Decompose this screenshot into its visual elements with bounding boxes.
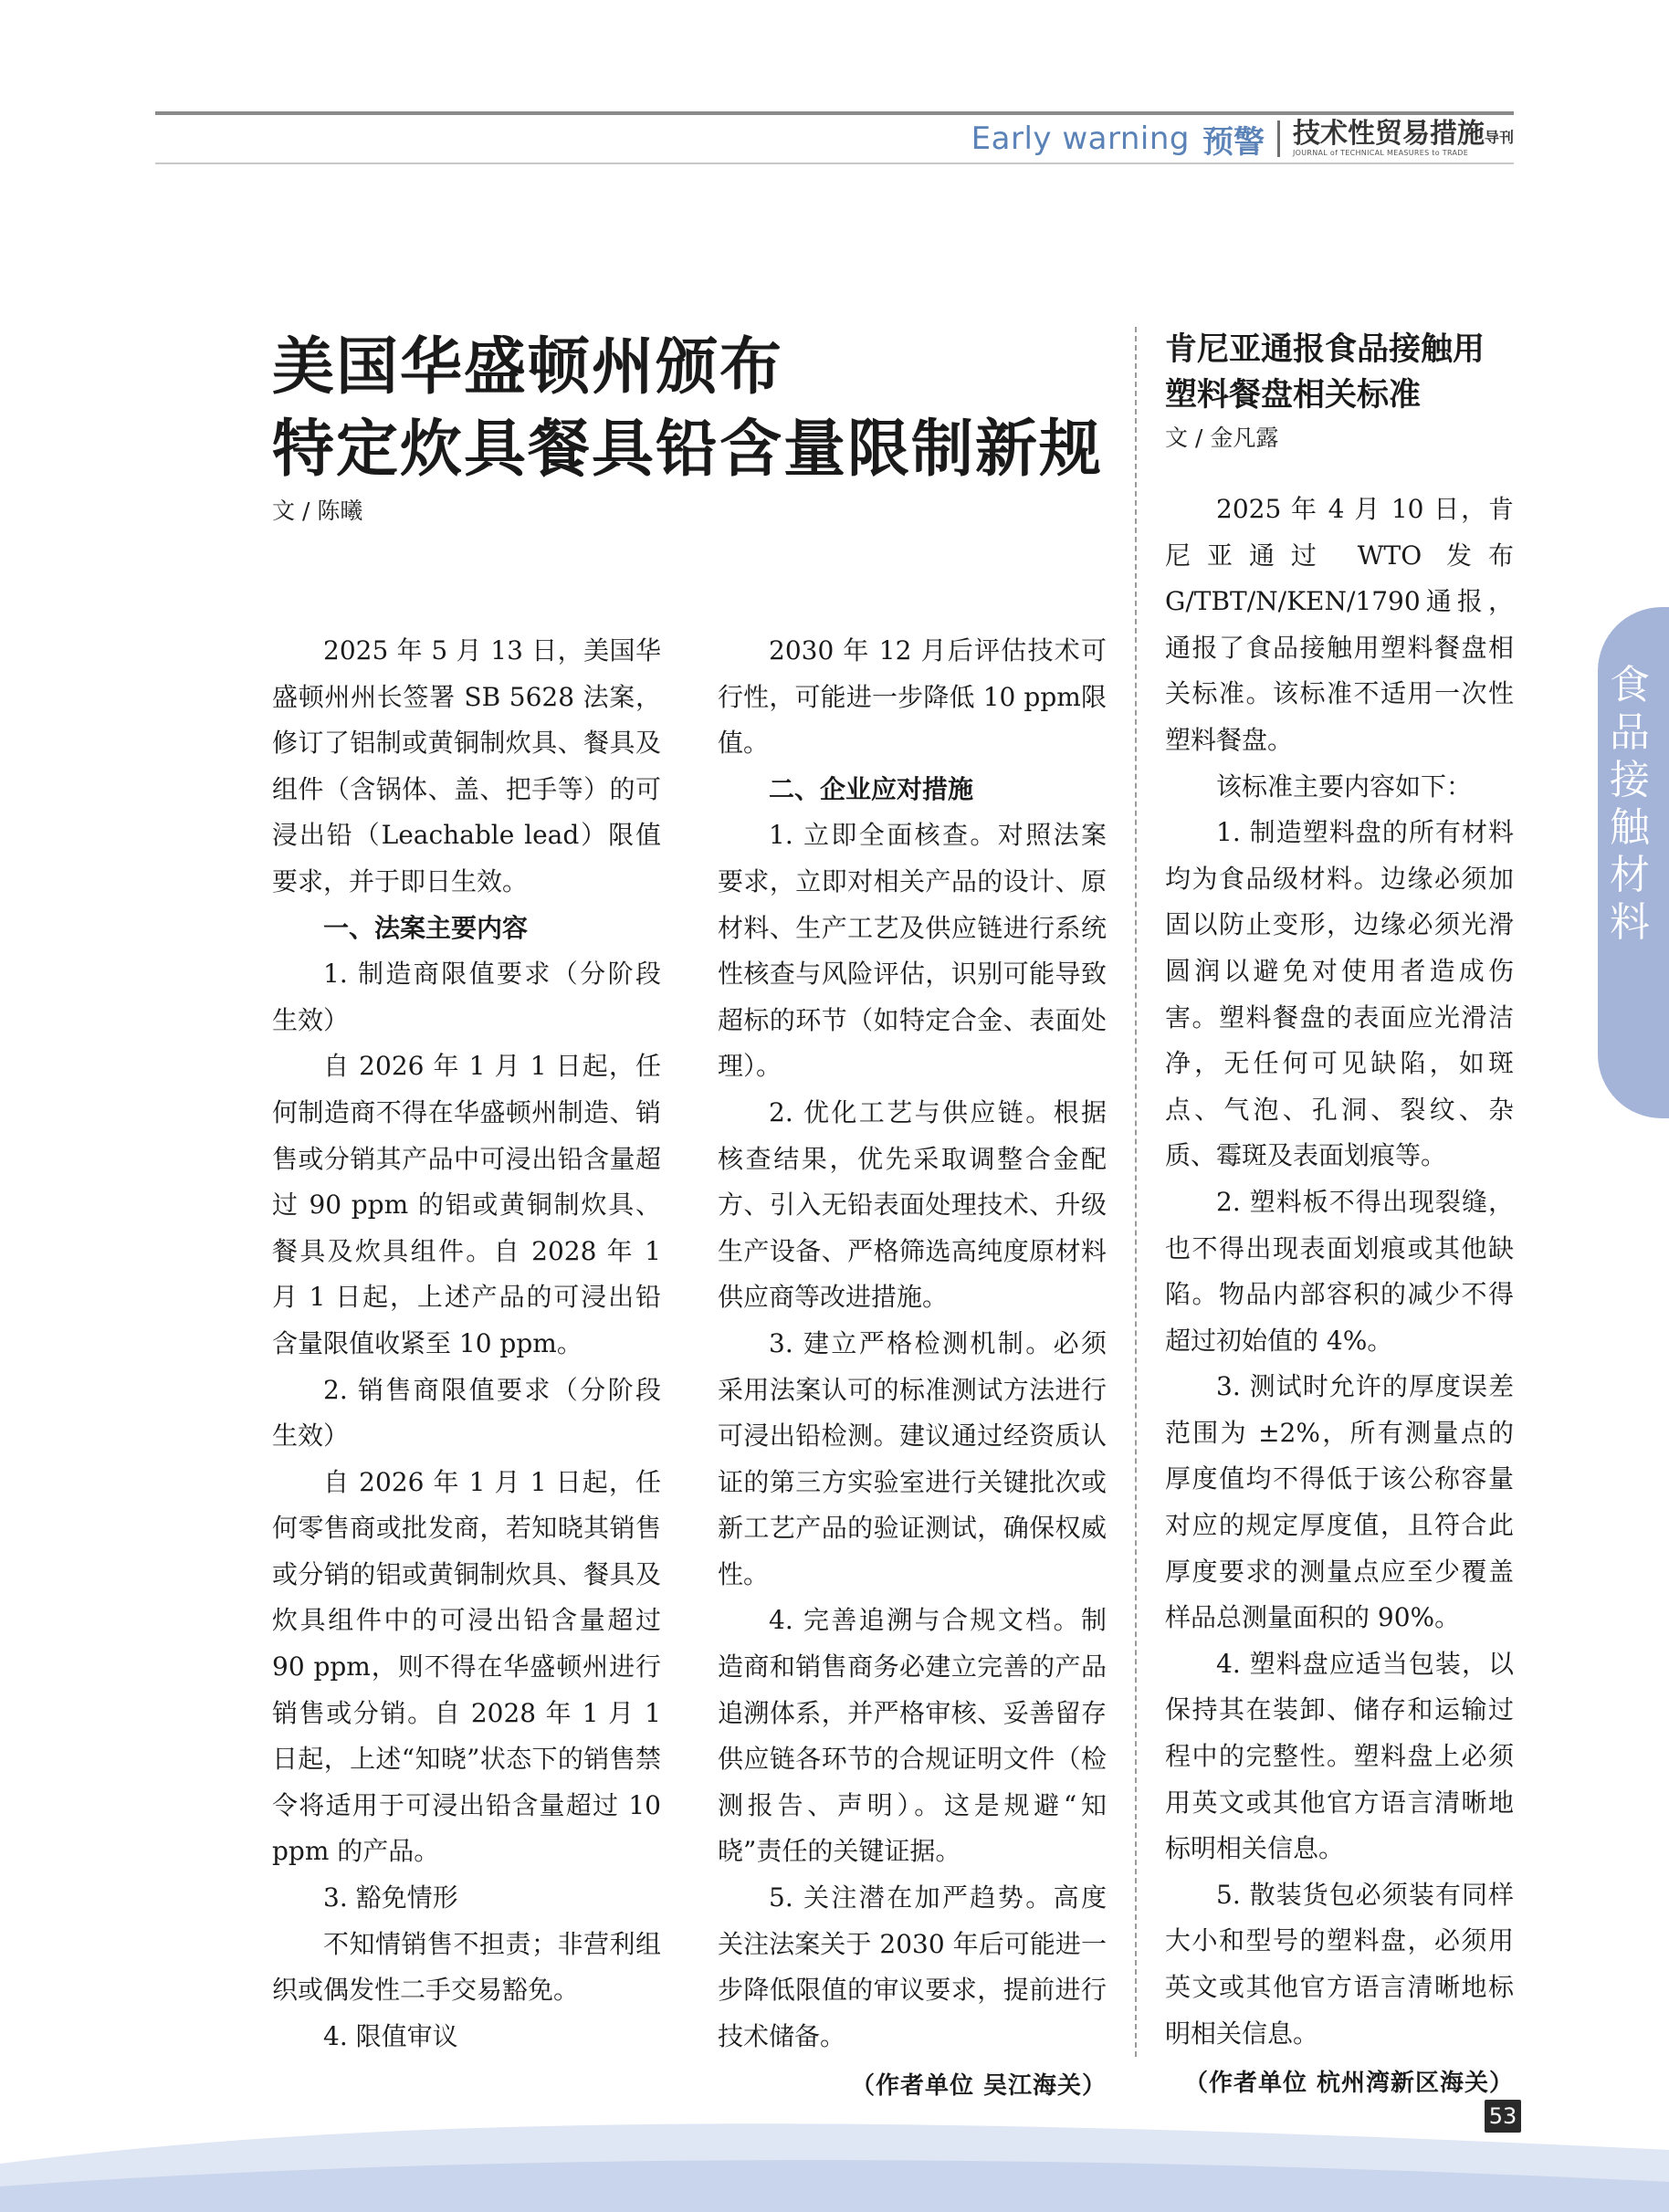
header-bottom-rule	[155, 162, 1514, 164]
header-separator	[1277, 121, 1280, 157]
article1-title-line2: 特定炊具餐具铅含量限制新规	[272, 414, 1104, 486]
paragraph: 1. 制造商限值要求（分阶段生效）	[272, 959, 661, 1035]
paragraph: 该标准主要内容如下：	[1216, 771, 1473, 802]
article1-column-1	[272, 628, 661, 2060]
paragraph: 3. 建立严格检测机制。必须采用法案认可的标准测试方法进行可浸出铅检测。建议通过经资质认证的第三方实验室进行关键批次或新工艺产品的验证测试，确保权威性。	[718, 1327, 1107, 1589]
article2-title-line2: 塑料餐盘相关标准	[1165, 377, 1422, 414]
journal-suffix: 导刊	[1484, 129, 1514, 146]
paragraph: 2030 年 12 月后评估技术可行性，可能进一步降低 10 ppm限值。	[718, 635, 1107, 759]
paragraph: 1. 立即全面核查。对照法案要求，立即对相关产品的设计、原材料、生产工艺及供应链进行系统性核查与风险评估，识别可能导致超标的环节（如特定合金、表面处理）。	[718, 820, 1107, 1082]
paragraph: 自 2026 年 1 月 1 日起，任何零售商或批发商，若知晓其销售或分销的铝或黄铜制炊具、餐具及炊具组件中的可浸出铅含量超过 90 ppm，则不得在华盛顿州进行销售或分销。自 2028 年 1 月 1 日起，上述“知晓”状态下的销售禁令将适用于可浸出铅含量超过 10 ppm 的产品。	[272, 1466, 661, 1867]
paragraph: 4. 限值审议	[323, 2020, 458, 2051]
paragraph: 自 2026 年 1 月 1 日起，任何制造商不得在华盛顿州制造、销售或分销其产品中可浸出铅含量超过 90 ppm 的铝或黄铜制炊具、餐具及炊具组件。自 2028 年 1 月 1 日起，上述产品的可浸出铅含量限值收紧至 10 ppm。	[272, 1051, 661, 1358]
article1-title-line1: 美国华盛顿州颁布	[272, 331, 784, 404]
paragraph: 3. 豁免情形	[323, 1882, 458, 1913]
paragraph: 2025 年 5 月 13 日，美国华盛顿州州长签署 SB 5628 法案，修订了铝制或黄铜制炊具、餐具及组件（含锅体、盖、把手等）的可浸出铅（Leachable lead）限值要求，并于即日生效。	[272, 635, 661, 896]
article2-column	[1165, 487, 1514, 2107]
paragraph: 4. 塑料盘应适当包装，以保持其在装卸、储存和运输过程中的完整性。塑料盘上必须用英文或其他官方语言清晰地标明相关信息。	[1165, 1648, 1514, 1864]
paragraph: 3. 测试时允许的厚度误差范围为 ±2%，所有测量点的厚度值均不得低于该公称容量对应的规定厚度值，且符合此厚度要求的测量点应至少覆盖样品总测量面积的 90%。	[1165, 1371, 1514, 1633]
paragraph: 二、企业应对措施	[769, 773, 974, 804]
paragraph: 2. 塑料板不得出现裂缝，也不得出现表面划痕或其他缺陷。物品内部容积的减少不得超过初始值的 4%。	[1165, 1186, 1514, 1356]
author-affiliation: （作者单位 杭州湾新区海关）	[1183, 2070, 1514, 2098]
article1-column-2	[718, 628, 1107, 2110]
article1-author: 文 / 陈曦	[272, 498, 363, 524]
article2-title	[1165, 327, 1512, 418]
paragraph: 4. 完善追溯与合规文档。制造商和销售商务必建立完善的产品追溯体系，并严格审核、妥善留存供应链各环节的合规证明文件（检测报告、声明）。这是规避“知晓”责任的关键证据。	[718, 1605, 1107, 1867]
paragraph: 2025 年 4 月 10 日，肯尼亚通过 WTO 发布 G/TBT/N/KEN/1790通报，通报了食品接触用塑料餐盘相关标准。该标准不适用一次性塑料餐盘。	[1165, 494, 1514, 755]
author-affiliation: （作者单位 吴江海关）	[850, 2072, 1107, 2101]
running-header	[971, 115, 1514, 162]
journal-logo	[1292, 118, 1514, 157]
article2-title-line1: 肯尼亚通报食品接触用	[1165, 331, 1485, 368]
paragraph: 5. 散装货包必须装有同样大小和型号的塑料盘，必须用英文或其他官方语言清晰地标明相关信息。	[1165, 1879, 1514, 2049]
article2-author: 文 / 金凡露	[1165, 425, 1279, 451]
paragraph: 2. 优化工艺与供应链。根据核查结果，优先采取调整合金配方、引入无铅表面处理技术、升级生产设备、严格筛选高纯度原材料供应商等改进措施。	[718, 1096, 1107, 1313]
paragraph: 1. 制造塑料盘的所有材料均为食品级材料。边缘必须加固以防止变形，边缘必须光滑圆润以避免对使用者造成伤害。塑料餐盘的表面应光滑洁净，无任何可见缺陷，如斑点、气泡、孔洞、裂纹、杂质、霉斑及表面划痕等。	[1165, 817, 1514, 1171]
column-divider	[1135, 327, 1137, 2057]
journal-name-en: JOURNAL of TECHNICAL MEASURES to TRADE	[1292, 149, 1469, 157]
section-label-cn: 预警	[1202, 123, 1265, 161]
paragraph: 不知情销售不担责；非营利组织或偶发性二手交易豁免。	[272, 1928, 661, 2006]
paragraph: 2. 销售商限值要求（分阶段生效）	[272, 1374, 661, 1452]
section-label-en: Early warning	[971, 121, 1190, 157]
bottom-wave-decoration	[0, 2100, 1669, 2212]
journal-name-cn: 技术性贸易措施	[1292, 118, 1485, 150]
side-category-label: 食品接触材料	[1610, 662, 1650, 946]
paragraph: 一、法案主要内容	[323, 912, 529, 943]
article1-title	[272, 327, 1149, 491]
paragraph: 5. 关注潜在加严趋势。高度关注法案关于 2030 年后可能进一步降低限值的审议要求，提前进行技术储备。	[718, 1882, 1107, 2051]
page-number: 53	[1485, 2100, 1521, 2133]
